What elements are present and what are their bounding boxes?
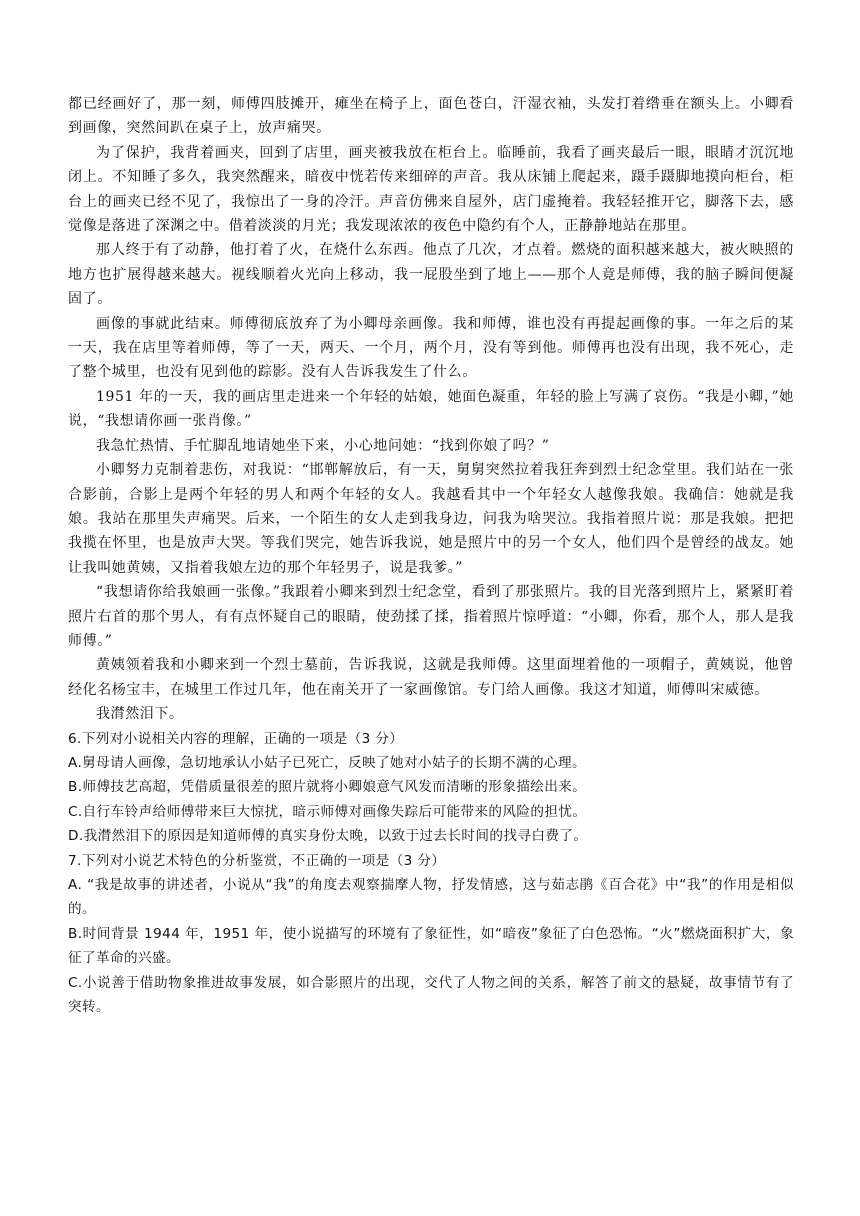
story-paragraph: 1951 年的一天，我的画店里走进来一个年轻的姑娘，她面色凝重，年轻的脸上写满了哀伤。“我是小卿，”她说，“我想请你画一张肖像。” <box>68 388 794 430</box>
story-paragraph: 那人终于有了动静，他打着了火，在烧什么东西。他点了几次，才点着。燃烧的面积越来越大，被火映照的地方也扩展得越来越大。视线顺着火光向上移动，我一屁股坐到了地上——那个人竟是师傅，我的脑子瞬间便凝固了。 <box>68 242 794 308</box>
story-text <box>68 92 794 727</box>
story-paragraph: 都已经画好了，那一刻，师傅四肢摊开，瘫坐在椅子上，面色苍白，汗湿衣袖，头发打着绺垂在额头上。小卿看到画像，突然间趴在桌子上，放声痛哭。 <box>68 96 794 137</box>
question-option-b: B.时间背景 1944 年，1951 年，使小说描写的环境有了象征性，如“暗夜”象征了白色恐怖。“火”燃烧面积扩大，象征了革命的兴盛。 <box>68 925 794 967</box>
story-paragraph: 我急忙热情、手忙脚乱地请她坐下来，小心地问她：“找到你娘了吗？” <box>96 437 550 454</box>
question-option-b: B.师傅技艺高超，凭借质量很差的照片就将小卿娘意气风发而清晰的形象描绘出来。 <box>68 779 587 796</box>
question-option-a: A.舅母请人画像，急切地承认小姑子已死亡，反映了她对小姑子的长期不满的心理。 <box>68 754 586 771</box>
question-option-c: C.小说善于借助物象推进故事发展，如合影照片的出现，交代了人物之间的关系，解答了前文的悬疑，故事情节有了突转。 <box>68 974 794 1016</box>
story-paragraph: 为了保护，我背着画夹，回到了店里，画夹被我放在柜台上。临睡前，我看了画夹最后一眼，眼睛才沉沉地闭上。不知睡了多久，我突然醒来，暗夜中恍若传来细碎的声音。我从床铺上爬起来，蹑手蹑脚地摸向柜台，柜台上的画夹已经不见了，我惊出了一身的冷汗。声音仿佛来自屋外，店门虚掩着。我轻轻推开它，脚落下去，感觉像是落进了深渊之中。借着淡淡的月光；我发现浓浓的夜色中隐约有个人，正静静地站在那里。 <box>68 144 794 235</box>
story-paragraph: 黄姨领着我和小卿来到一个烈士墓前，告诉我说，这就是我师傅。这里面埋着他的一项帽子，黄姨说，他曾经化名杨宝丰，在城里工作过几年，他在南关开了一家画像馆。专门给人画像。我这才知道，师傅叫宋威德。 <box>68 657 794 698</box>
question-title: 7.下列对小说艺术特色的分析鉴赏，不正确的一项是（3 分） <box>68 852 446 869</box>
story-paragraph: 我潸然泪下。 <box>96 706 184 723</box>
story-paragraph: 画像的事就此结束。师傅彻底放弃了为小卿母亲画像。我和师傅，谁也没有再提起画像的事。一年之后的某一天，我在店里等着师傅，等了一天，两天、一个月，两个月，没有等到他。师傅再也没有出现，我不死心，走了整个城里，也没有见到他的踪影。没有人告诉我发生了什么。 <box>68 315 794 381</box>
question-7 <box>68 849 794 1020</box>
story-paragraph: “我想请你给我娘画一张像。”我跟着小卿来到烈士纪念堂，看到了那张照片。我的目光落到照片上，紧紧盯着照片右首的那个男人，有有点怀疑自己的眼睛，使劲揉了揉，指着照片惊呼道：“小卿，你看，那个人，那人是我师傅。” <box>68 584 794 649</box>
question-option-c: C.自行车铃声给师傅带来巨大惊扰，暗示师傅对画像失踪后可能带来的风险的担忧。 <box>68 803 587 820</box>
document-page <box>68 92 794 1019</box>
question-option-d: D.我潸然泪下的原因是知道师傅的真实身份太晚，以致于过去长时间的找寻白费了。 <box>68 828 588 845</box>
question-title: 6.下列对小说相关内容的理解，正确的一项是（3 分） <box>68 730 404 747</box>
question-6 <box>68 727 794 849</box>
story-paragraph: 小卿努力克制着悲伤，对我说：“邯郸解放后，有一天，舅舅突然拉着我狂奔到烈士纪念堂里。我们站在一张合影前，合影上是两个年轻的男人和两个年轻的女人。我越看其中一个年轻女人越像我娘。我确信：她就是我娘。我站在那里失声痛哭。后来，一个陌生的女人走到我身边，问我为啥哭泣。我指着照片说：那是我娘。把把我揽在怀里，也是放声大哭。等我们哭完，她告诉我说，她是照片中的另一个女人，他们四个是曾经的战友。她让我叫她黄姨，又指着我娘左边的那个年轻男子，说是我爹。” <box>68 462 794 576</box>
question-option-a: A. “我是故事的讲述者，小说从“我”的角度去观察揣摩人物，抒发情感，这与茹志鹃《百合花》中“我”的作用是相似的。 <box>68 877 794 918</box>
